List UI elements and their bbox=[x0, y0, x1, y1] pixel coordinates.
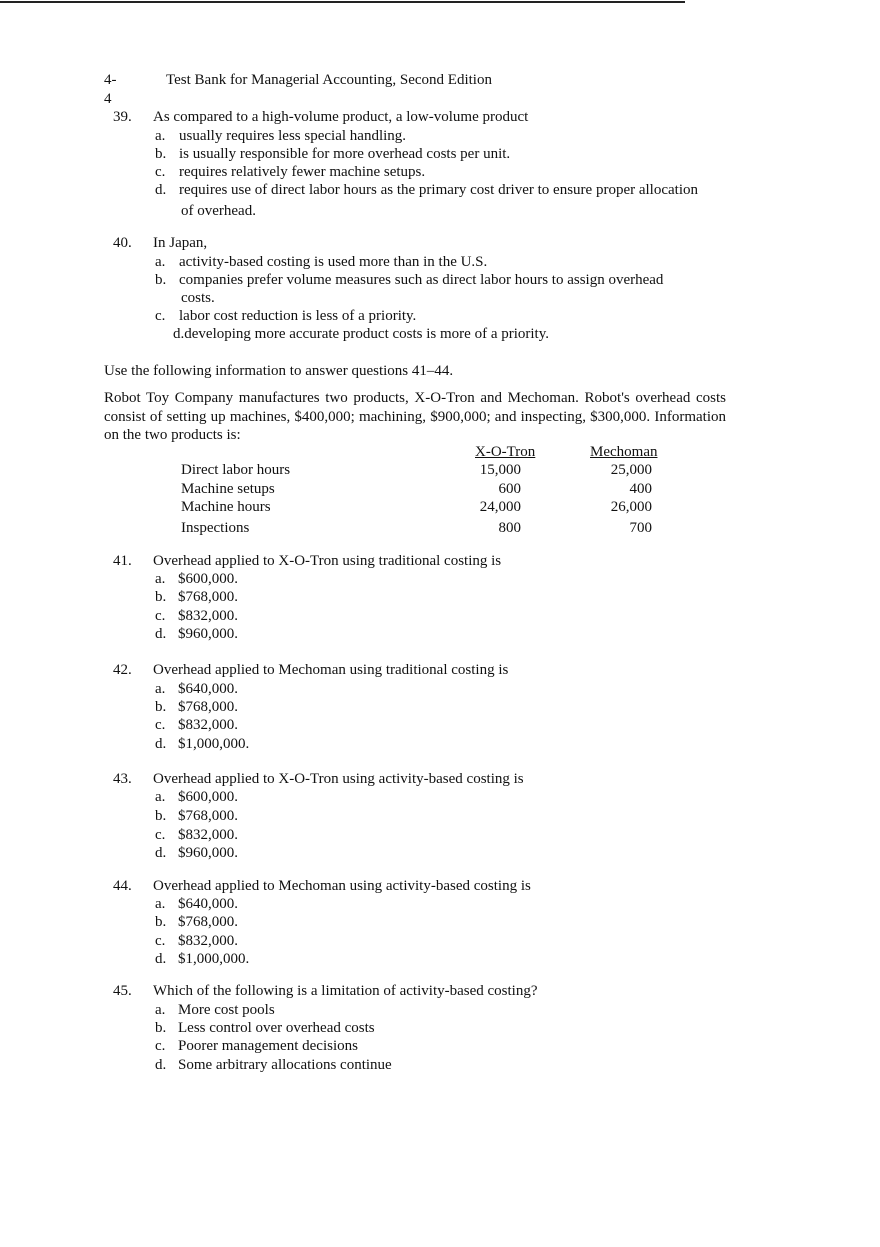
mechoman-value: 700 bbox=[629, 520, 652, 536]
question-stem: Overhead applied to Mechoman using activity-based costing is bbox=[153, 878, 531, 894]
question-stem: Overhead applied to Mechoman using traditional costing is bbox=[153, 662, 509, 678]
page-number-suffix: 4 bbox=[104, 91, 112, 107]
option-text: requires use of direct labor hours as the primary cost driver to ensure proper allocation bbox=[179, 182, 698, 198]
option-text: activity-based costing is used more than in the U.S. bbox=[179, 254, 488, 270]
option-text: requires relatively fewer machine setups. bbox=[179, 164, 426, 180]
option-letter: d. bbox=[155, 845, 167, 861]
option-text: companies prefer volume measures such as direct labor hours to assign overhead bbox=[179, 272, 664, 288]
question-number: 40. bbox=[113, 235, 132, 251]
column-header-mechoman: Mechoman bbox=[590, 444, 658, 460]
option-letter: c. bbox=[155, 308, 166, 324]
question-number: 39. bbox=[113, 109, 132, 125]
option-letter: d. bbox=[155, 951, 167, 967]
option-text: $640,000. bbox=[178, 681, 238, 697]
option-letter: c. bbox=[155, 608, 166, 624]
option-text-continued: of overhead. bbox=[181, 203, 256, 219]
option-text-continued: costs. bbox=[181, 290, 215, 306]
question-stem: Which of the following is a limitation of activity-based costing? bbox=[153, 983, 538, 999]
option-text: $832,000. bbox=[178, 608, 238, 624]
option-letter: c. bbox=[155, 933, 166, 949]
question-stem: Overhead applied to X-O-Tron using traditional costing is bbox=[153, 553, 502, 569]
question-number: 45. bbox=[113, 983, 132, 999]
option-text: More cost pools bbox=[178, 1002, 275, 1018]
option-letter: b. bbox=[155, 1020, 167, 1036]
option-letter: c. bbox=[155, 717, 166, 733]
option-letter: c. bbox=[155, 827, 166, 843]
option-text: $768,000. bbox=[178, 699, 238, 715]
mechoman-value: 25,000 bbox=[610, 462, 652, 478]
option-text: Some arbitrary allocations continue bbox=[178, 1057, 392, 1073]
option-letter: a. bbox=[155, 789, 166, 805]
mechoman-value: 400 bbox=[629, 481, 652, 497]
option-text: Poorer management decisions bbox=[178, 1038, 358, 1054]
xotron-value: 24,000 bbox=[479, 499, 521, 515]
option-letter: b. bbox=[155, 914, 167, 930]
option-letter: b. bbox=[155, 699, 167, 715]
option-letter: b. bbox=[155, 272, 167, 288]
header-title: Test Bank for Managerial Accounting, Second Edition bbox=[166, 72, 492, 88]
option-text: Less control over overhead costs bbox=[178, 1020, 375, 1036]
xotron-value: 15,000 bbox=[479, 462, 521, 478]
question-number: 42. bbox=[113, 662, 132, 678]
option-text: $640,000. bbox=[178, 896, 238, 912]
option-letter: a. bbox=[155, 571, 166, 587]
top-rule bbox=[0, 1, 685, 3]
option-letter: b. bbox=[155, 589, 167, 605]
option-letter: a. bbox=[155, 896, 166, 912]
question-stem: Overhead applied to X-O-Tron using activity-based costing is bbox=[153, 771, 524, 787]
option-letter: a. bbox=[155, 1002, 166, 1018]
option-text: $832,000. bbox=[178, 717, 238, 733]
xotron-value: 800 bbox=[498, 520, 521, 536]
column-header-xotron: X-O-Tron bbox=[475, 444, 536, 460]
info-paragraph: Robot Toy Company manufactures two products, X-O-Tron and Mechoman. Robot's overhead costs consist of setting up machines, $400,000; machining, $900,000; and inspecting, $300,000. Information on the two products is: bbox=[104, 390, 726, 443]
option-letter: d. bbox=[155, 1057, 167, 1073]
option-letter: a. bbox=[155, 254, 166, 270]
option-letter: b. bbox=[155, 146, 167, 162]
mechoman-value: 26,000 bbox=[610, 499, 652, 515]
option-text: $768,000. bbox=[178, 914, 238, 930]
question-number: 44. bbox=[113, 878, 132, 894]
option-letter: c. bbox=[155, 164, 166, 180]
option-text: $1,000,000. bbox=[178, 951, 250, 967]
question-number: 43. bbox=[113, 771, 132, 787]
option-letter: a. bbox=[155, 681, 166, 697]
answer-option bbox=[173, 325, 549, 343]
option-text: $768,000. bbox=[178, 589, 238, 605]
row-label: Machine hours bbox=[181, 499, 271, 515]
option-letter: d. bbox=[173, 326, 185, 342]
option-text: usually requires less special handling. bbox=[179, 128, 407, 144]
option-text: is usually responsible for more overhead costs per unit. bbox=[179, 146, 511, 162]
option-text: labor cost reduction is less of a priority. bbox=[179, 308, 417, 324]
option-text: $600,000. bbox=[178, 789, 238, 805]
option-text: $600,000. bbox=[178, 571, 238, 587]
option-letter: c. bbox=[155, 1038, 166, 1054]
option-letter: d. bbox=[155, 626, 167, 642]
question-stem: In Japan, bbox=[153, 235, 208, 251]
option-letter: b. bbox=[155, 808, 167, 824]
option-text: $832,000. bbox=[178, 827, 238, 843]
option-text: $1,000,000. bbox=[178, 736, 250, 752]
question-stem: As compared to a high-volume product, a low-volume product bbox=[153, 109, 529, 125]
page-number-prefix: 4- bbox=[104, 72, 117, 88]
row-label: Machine setups bbox=[181, 481, 275, 497]
option-letter: a. bbox=[155, 128, 166, 144]
row-label: Direct labor hours bbox=[181, 462, 291, 478]
row-label: Inspections bbox=[181, 520, 250, 536]
question-number: 41. bbox=[113, 553, 132, 569]
info-intro: Use the following information to answer questions 41–44. bbox=[104, 363, 454, 379]
xotron-value: 600 bbox=[498, 481, 521, 497]
option-text: $960,000. bbox=[178, 845, 238, 861]
option-text: $960,000. bbox=[178, 626, 238, 642]
option-text: developing more accurate product costs is more of a priority. bbox=[184, 326, 549, 342]
option-letter: d. bbox=[155, 182, 167, 198]
option-text: $768,000. bbox=[178, 808, 238, 824]
option-letter: d. bbox=[155, 736, 167, 752]
option-text: $832,000. bbox=[178, 933, 238, 949]
